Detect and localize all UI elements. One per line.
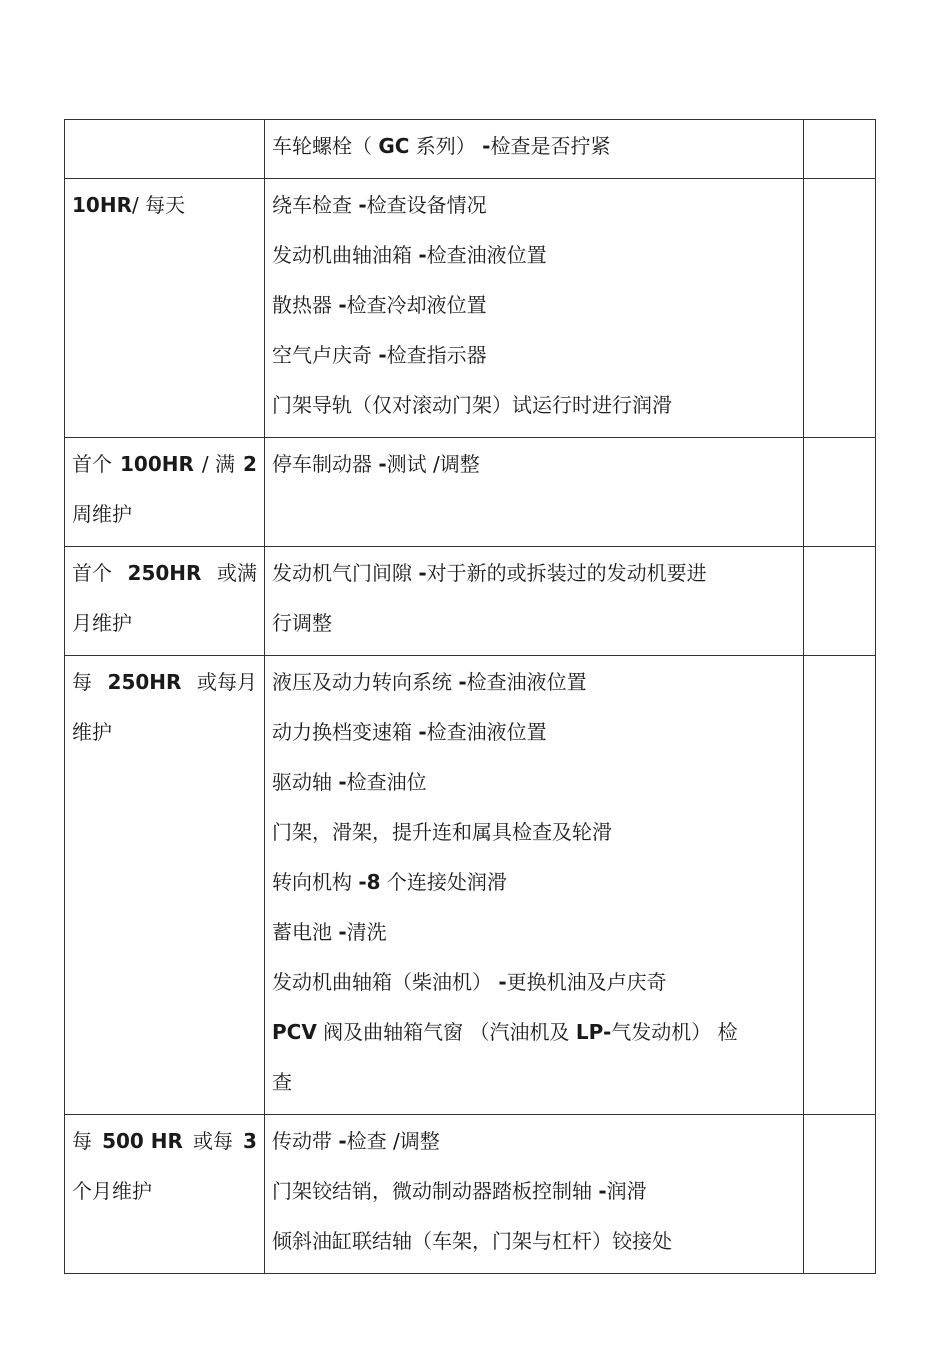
text-segment: 每 bbox=[72, 1129, 92, 1153]
bold-text: LP- bbox=[575, 1020, 612, 1044]
bold-text: - bbox=[418, 720, 427, 744]
text-segment: 发动机曲轴油箱 bbox=[272, 243, 419, 267]
text-segment: 周维护 bbox=[72, 502, 132, 526]
maintenance-item bbox=[272, 124, 796, 174]
maintenance-period-cell bbox=[65, 120, 265, 179]
text-segment: 检查指示器 bbox=[386, 343, 487, 367]
text-segment: 或满 bbox=[216, 561, 257, 585]
maintenance-item bbox=[272, 551, 796, 601]
bold-text: - bbox=[418, 243, 427, 267]
maintenance-item bbox=[272, 1219, 796, 1269]
text-segment: 阀及曲轴箱气窗 （汽油机及 bbox=[316, 1020, 576, 1044]
maintenance-item bbox=[272, 660, 796, 710]
text-segment: 车轮螺栓（ bbox=[272, 134, 379, 158]
bold-text: - bbox=[598, 1179, 607, 1203]
text-segment: 检查油液位置 bbox=[426, 720, 547, 744]
text-segment: 检查油液位置 bbox=[426, 243, 547, 267]
maintenance-item bbox=[272, 1010, 796, 1060]
text-segment: 个月维护 bbox=[72, 1179, 152, 1203]
maintenance-item bbox=[272, 1169, 796, 1219]
bold-text: - bbox=[498, 970, 507, 994]
table-row bbox=[65, 547, 876, 656]
text-segment: 每 bbox=[72, 670, 92, 694]
text-segment: 动力换档变速箱 bbox=[272, 720, 419, 744]
maintenance-period-cell bbox=[65, 547, 265, 656]
text-segment: 门架，滑架，提升连和属具检查及轮滑 bbox=[272, 820, 612, 844]
text-segment: 润滑 bbox=[606, 1179, 647, 1203]
text-segment: 发动机气门间隙 bbox=[272, 561, 419, 585]
maintenance-period-cell bbox=[65, 179, 265, 438]
text-segment: 液压及动力转向系统 bbox=[272, 670, 459, 694]
bold-text: - bbox=[418, 561, 427, 585]
maintenance-item bbox=[272, 1060, 796, 1110]
text-segment: 检查设备情况 bbox=[366, 193, 487, 217]
period-line bbox=[72, 124, 257, 174]
text-segment: 或每 bbox=[192, 1129, 233, 1153]
table-row bbox=[65, 1115, 876, 1274]
maintenance-item bbox=[272, 710, 796, 760]
maintenance-item bbox=[272, 383, 796, 433]
maintenance-item bbox=[272, 810, 796, 860]
table-body bbox=[65, 120, 876, 1274]
text-segment: 检查油液位置 bbox=[466, 670, 587, 694]
bold-text: - bbox=[338, 770, 347, 794]
text-segment: 个连接处润滑 bbox=[380, 870, 507, 894]
text-segment: 查 bbox=[272, 1070, 292, 1094]
bold-text: - bbox=[338, 920, 347, 944]
table-row bbox=[65, 656, 876, 1115]
maintenance-items-cell bbox=[265, 656, 804, 1115]
period-line bbox=[72, 660, 257, 710]
text-segment: 驱动轴 bbox=[272, 770, 339, 794]
text-segment: 行调整 bbox=[272, 611, 332, 635]
text-segment: / 每天 bbox=[131, 193, 186, 217]
bold-text: 10HR bbox=[72, 193, 132, 217]
period-line bbox=[72, 601, 257, 651]
maintenance-schedule-table bbox=[64, 119, 876, 1274]
maintenance-item bbox=[272, 183, 796, 233]
text-segment: 检查 /调整 bbox=[346, 1129, 440, 1153]
text-segment: 转向机构 bbox=[272, 870, 359, 894]
text-segment: 首个 bbox=[72, 452, 112, 476]
text-segment: 门架导轨（仅对滚动门架）试运行时进行润滑 bbox=[272, 393, 672, 417]
empty-check-cell bbox=[804, 120, 876, 179]
table-row bbox=[65, 179, 876, 438]
period-line bbox=[72, 551, 257, 601]
maintenance-item bbox=[272, 910, 796, 960]
empty-check-cell bbox=[804, 1115, 876, 1274]
bold-text: 100HR bbox=[120, 452, 194, 476]
maintenance-items-cell bbox=[265, 179, 804, 438]
period-line bbox=[72, 492, 257, 542]
text-segment: 月维护 bbox=[72, 611, 132, 635]
period-line bbox=[72, 442, 257, 492]
text-segment: 传动带 bbox=[272, 1129, 339, 1153]
maintenance-period-cell bbox=[65, 438, 265, 547]
text-segment: 空气卢庆奇 bbox=[272, 343, 379, 367]
bold-text: GC bbox=[378, 134, 410, 158]
maintenance-items-cell bbox=[265, 120, 804, 179]
bold-text: 500 HR bbox=[102, 1129, 183, 1153]
maintenance-period-cell bbox=[65, 656, 265, 1115]
text-segment: 门架铰结销，微动制动器踏板控制轴 bbox=[272, 1179, 599, 1203]
maintenance-item bbox=[272, 283, 796, 333]
text-segment: 系列） bbox=[409, 134, 483, 158]
text-segment: 气发动机） 检 bbox=[611, 1020, 738, 1044]
text-segment: 测试 /调整 bbox=[386, 452, 480, 476]
bold-text: - bbox=[338, 293, 347, 317]
empty-check-cell bbox=[804, 179, 876, 438]
text-segment: 首个 bbox=[72, 561, 112, 585]
bold-text: - bbox=[338, 1129, 347, 1153]
maintenance-item bbox=[272, 860, 796, 910]
period-line bbox=[72, 183, 257, 233]
text-segment: 检查冷却液位置 bbox=[346, 293, 487, 317]
maintenance-item bbox=[272, 760, 796, 810]
bold-text: - bbox=[458, 670, 467, 694]
text-segment: 蓄电池 bbox=[272, 920, 339, 944]
maintenance-items-cell bbox=[265, 1115, 804, 1274]
empty-check-cell bbox=[804, 547, 876, 656]
maintenance-item bbox=[272, 1119, 796, 1169]
maintenance-item bbox=[272, 601, 796, 651]
bold-text: - bbox=[378, 452, 387, 476]
bold-text: 250HR bbox=[107, 670, 182, 694]
text-segment: 对于新的或拆装过的发动机要进 bbox=[426, 561, 707, 585]
bold-text: 3 bbox=[243, 1129, 257, 1153]
maintenance-items-cell bbox=[265, 547, 804, 656]
maintenance-item bbox=[272, 333, 796, 383]
text-segment: 散热器 bbox=[272, 293, 339, 317]
text-segment: 维护 bbox=[72, 720, 112, 744]
table-row bbox=[65, 120, 876, 179]
maintenance-items-cell bbox=[265, 438, 804, 547]
text-segment: 发动机曲轴箱（柴油机） bbox=[272, 970, 499, 994]
text-segment: 更换机油及卢庆奇 bbox=[506, 970, 667, 994]
period-line bbox=[72, 1169, 257, 1219]
maintenance-item bbox=[272, 233, 796, 283]
text-segment: 或每月 bbox=[196, 670, 257, 694]
text-segment: 倾斜油缸联结轴（车架，门架与杠杆）铰接处 bbox=[272, 1229, 672, 1253]
empty-check-cell bbox=[804, 438, 876, 547]
maintenance-item bbox=[272, 442, 796, 492]
bold-text: - bbox=[378, 343, 387, 367]
text-segment: 检查是否拧紧 bbox=[490, 134, 611, 158]
text-segment: 停车制动器 bbox=[272, 452, 379, 476]
bold-text: PCV bbox=[272, 1020, 317, 1044]
bold-text: 2 bbox=[243, 452, 257, 476]
period-line bbox=[72, 710, 257, 760]
bold-text: 250HR bbox=[127, 561, 202, 585]
bold-text: - bbox=[482, 134, 491, 158]
bold-text: - bbox=[358, 193, 367, 217]
bold-text: -8 bbox=[358, 870, 381, 894]
text-segment: 清洗 bbox=[346, 920, 387, 944]
maintenance-item bbox=[272, 960, 796, 1010]
period-line bbox=[72, 1119, 257, 1169]
text-segment: 检查油位 bbox=[346, 770, 427, 794]
maintenance-period-cell bbox=[65, 1115, 265, 1274]
text-segment: 绕车检查 bbox=[272, 193, 359, 217]
text-segment: / 满 bbox=[201, 452, 236, 476]
table-row bbox=[65, 438, 876, 547]
empty-check-cell bbox=[804, 656, 876, 1115]
